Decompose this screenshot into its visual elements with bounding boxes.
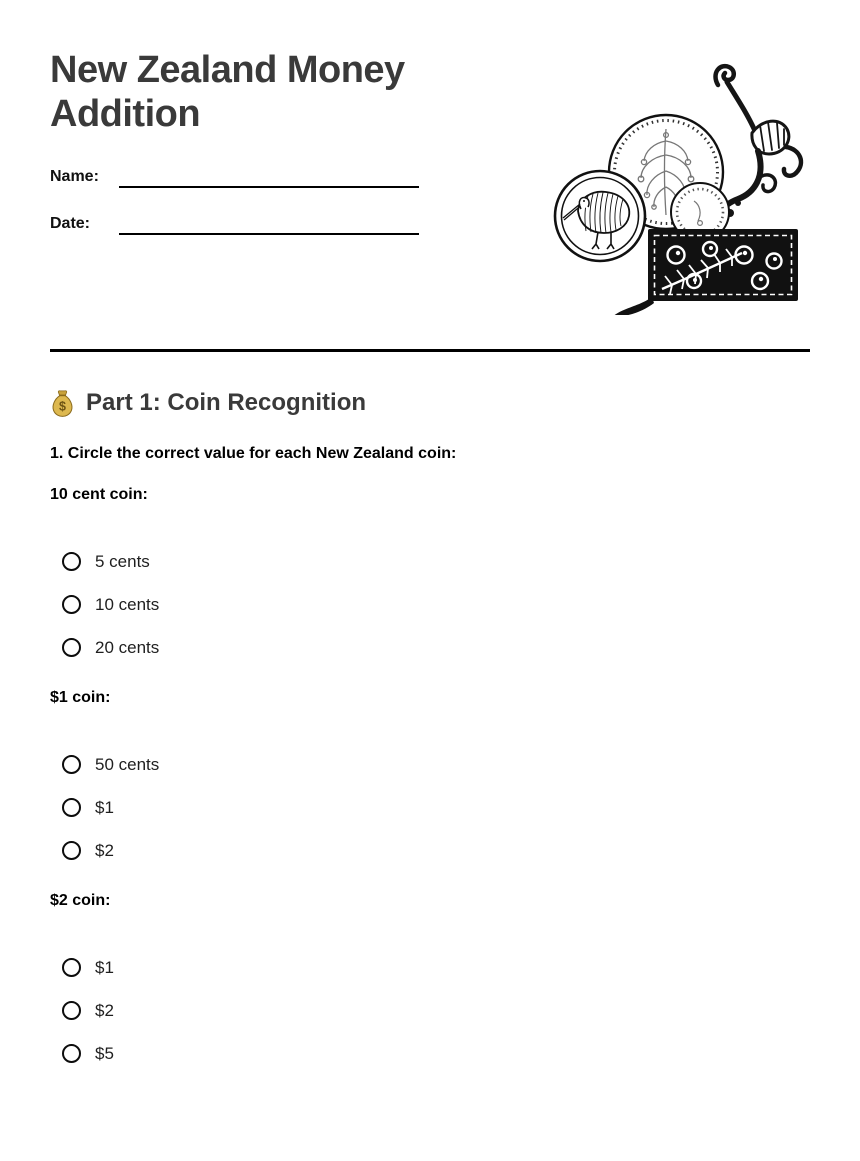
option-label: $1: [95, 797, 114, 817]
section-divider: [50, 349, 810, 352]
radio-button[interactable]: [62, 841, 81, 860]
option-label: $1: [95, 957, 114, 977]
kiwi-coin-icon: [555, 171, 645, 261]
option-label: 10 cents: [95, 594, 160, 614]
part1-heading-text: Part 1: Coin Recognition: [86, 388, 367, 416]
options-group: [50, 956, 810, 1066]
radio-button[interactable]: [62, 1001, 81, 1020]
radio-button[interactable]: [62, 638, 81, 657]
question-1-dollar-coin: [50, 688, 810, 863]
banknote-icon: [612, 229, 798, 315]
question-prompt: $1 coin:: [50, 688, 111, 706]
question-prompt: $2 coin:: [50, 891, 111, 909]
option-row[interactable]: [50, 550, 350, 574]
option-row[interactable]: [50, 636, 350, 660]
radio-button[interactable]: [62, 798, 81, 817]
date-input-line[interactable]: [119, 213, 419, 235]
svg-text:$: $: [59, 399, 66, 414]
option-label: $5: [95, 1043, 114, 1063]
radio-button[interactable]: [62, 1044, 81, 1063]
option-row[interactable]: [50, 796, 350, 820]
date-field-row: [50, 211, 419, 235]
question-2-dollar-coin: [50, 891, 810, 1066]
name-label: Name:: [50, 167, 99, 185]
option-label: 20 cents: [95, 637, 160, 657]
radio-button[interactable]: [62, 958, 81, 977]
radio-button[interactable]: [62, 595, 81, 614]
money-bag-icon: [50, 389, 75, 417]
option-label: 50 cents: [95, 754, 160, 774]
radio-button[interactable]: [62, 552, 81, 571]
option-row[interactable]: [50, 839, 350, 863]
option-label: $2: [95, 840, 114, 860]
options-group: [50, 550, 810, 660]
nz-coins-illustration: [548, 55, 808, 315]
name-field-row: [50, 164, 419, 188]
question-prompt: 10 cent coin:: [50, 485, 148, 503]
options-group: [50, 753, 810, 863]
option-label: 5 cents: [95, 551, 150, 571]
option-row[interactable]: [50, 753, 350, 777]
option-row[interactable]: [50, 999, 350, 1023]
radio-button[interactable]: [62, 755, 81, 774]
question-10-cent-coin: [50, 485, 810, 660]
page-title: New Zealand Money Addition: [50, 49, 405, 136]
date-label: Date:: [50, 214, 91, 232]
part1-heading: [50, 388, 810, 418]
option-label: $2: [95, 1000, 114, 1020]
option-row[interactable]: [50, 1042, 350, 1066]
option-row[interactable]: [50, 593, 350, 617]
option-row[interactable]: [50, 956, 350, 980]
part1-instruction: 1. Circle the correct value for each New Zealand coin:: [50, 444, 457, 462]
name-input-line[interactable]: [119, 166, 419, 188]
